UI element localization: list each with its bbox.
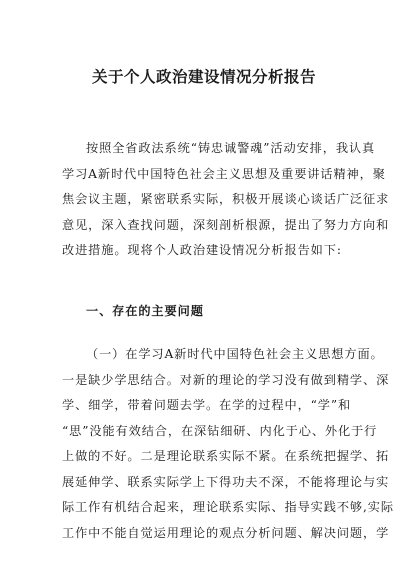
intro-line: 意见，深入查找问题，深刻剖析根源，提出了努力方向和 [62, 217, 390, 232]
intro-paragraph [62, 136, 390, 264]
subsection-line: 一是缺少学思结合。对新的理论的学习没有做到精学、深 [62, 372, 390, 387]
subsection-line: 际工作有机结合起来，理论联系实际、指导实践不够,实际 [62, 500, 394, 514]
subsection-line: 展延伸学、联系实际学上下得功夫不深，不能将理论与实 [62, 474, 390, 489]
intro-line: 按照全省政法系统“铸忠诚警魂”活动安排，我认真 [86, 141, 376, 155]
section-heading: 一、存在的主要问题 [86, 304, 204, 318]
subsection-line: （一）在学习A新时代中国特色社会主义思想方面。 [86, 347, 384, 361]
document-title: 关于个人政治建设情况分析报告 [91, 68, 316, 86]
subsection-line: “思”没能有效结合，在深钻细研、内化于心、外化于行 [62, 423, 378, 438]
subsection-line: 上做的不好。二是理论联系实际不紧。在系统把握学、拓 [62, 449, 390, 463]
intro-line: 学习A新时代中国特色社会主义思想及重要讲话精神，聚 [62, 166, 386, 181]
subsection-line: 学、细学，带着问题去学。在学的过程中，“学”和 [62, 398, 352, 412]
intro-line: 焦会议主题，紧密联系实际，积极开展谈心谈话广泛征求 [62, 192, 390, 206]
intro-line: 改进措施。现将个人政治建设情况分析报告如下: [62, 243, 342, 257]
subsection-line: 工作中不能自觉运用理论的观点分析问题、解决问题，学 [62, 525, 390, 540]
subsection-paragraph [62, 342, 394, 546]
